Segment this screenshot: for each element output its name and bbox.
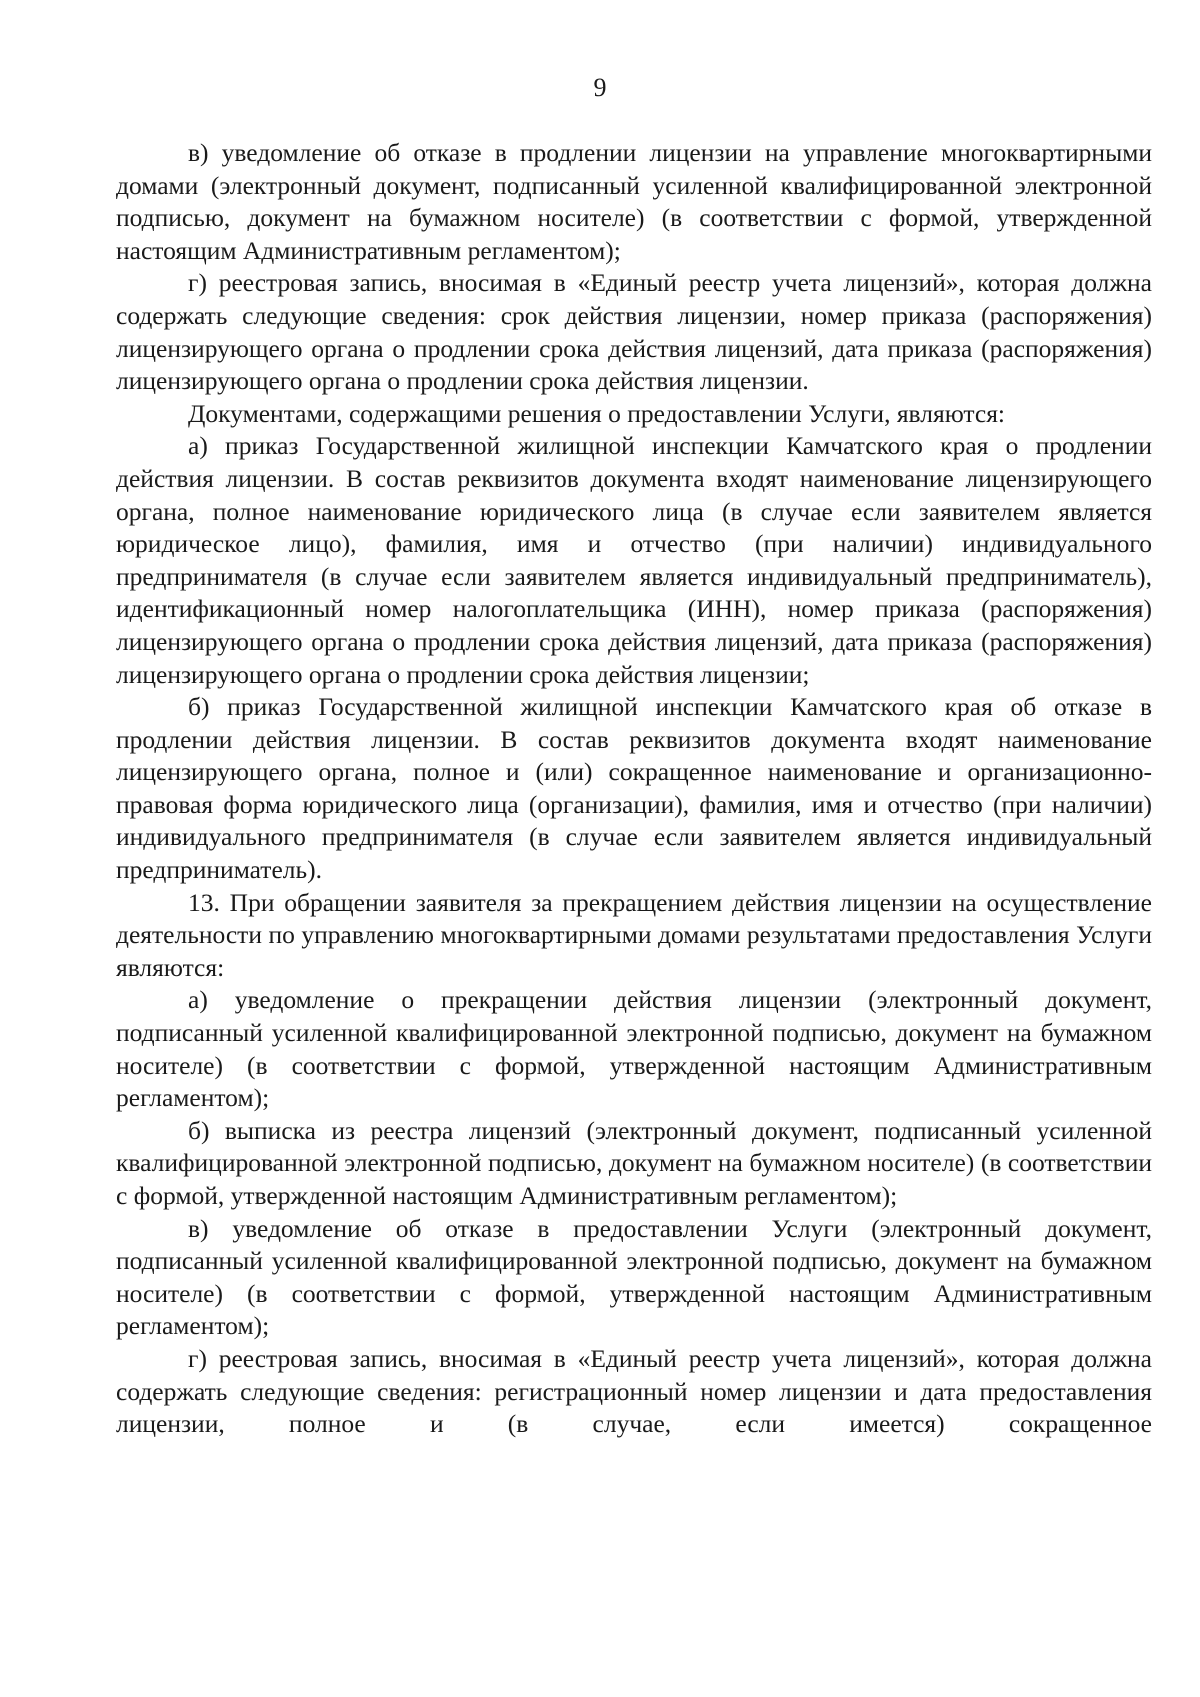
paragraph-g-registry-entry-termination: г) реестровая запись, вносимая в «Единый реестр учета лицензий», которая должна содержать следующие сведения: регистрационный номер лицензии и дата предоставления лицензии, полное и (в случае, если имеется) сокращенное (116, 1343, 1152, 1439)
page-number: 9 (593, 73, 607, 102)
paragraph-b-refusal-order: б) приказ Государственной жилищной инспекции Камчатского края об отказе в продлении действия лицензии. В состав реквизитов документа входят наименование лицензирующего органа, полное и (или) сокращенное наименование и организационно-правовая форма юридического лица (организации), фамилия, имя и отчество (при наличии) индивидуального предпринимателя (в случае если заявителем является индивидуальный предприниматель). (116, 692, 1152, 885)
paragraph-13-termination-results: 13. При обращении заявителя за прекращением действия лицензии на осуществление деятельности по управлению многоквартирными домами результатами предоставления Услуги являются: (116, 887, 1152, 982)
document-body (116, 137, 1152, 1441)
paragraph-a-termination-notice: а) уведомление о прекращении действия лицензии (электронный документ, подписанный усиленной квалифицированной электронной подписью, документ на бумажном носителе) (в соответствии с формой, утвержденной настоящим Административным регламентом); (116, 985, 1152, 1113)
paragraph-decision-documents: Документами, содержащими решения о предоставлении Услуги, являются: (188, 398, 1006, 428)
paragraph-v-refusal-notice: в) уведомление об отказе в продлении лицензии на управление многоквартирными домами (электронный документ, подписанный усиленной квалифицированной электронной подписью, документ на бумажном носителе) (в соответствии с формой, утвержденной настоящим Административным регламентом); (116, 138, 1152, 265)
paragraph-b-registry-extract: б) выписка из реестра лицензий (электронный документ, подписанный усиленной квалифицированной электронной подписью, документ на бумажном носителе) (в соответствии с формой, утвержденной настоящим Административным регламентом); (116, 1115, 1152, 1210)
paragraph-a-extension-order: а) приказ Государственной жилищной инспекции Камчатского края о продлении действия лицензии. В состав реквизитов документа входят наименование лицензирующего органа, полное наименование юридического лица (в случае если заявителем является юридическое лицо), фамилия, имя и отчество (при наличии) индивидуального предпринимателя (в случае если заявителем является индивидуальный предприниматель), идентификационный номер налогоплательщика (ИНН), номер приказа (распоряжения) лицензирующего органа о продлении срока действия лицензий, дата приказа (распоряжения) лицензирующего органа о продлении срока действия лицензии; (116, 431, 1152, 689)
paragraph-v-service-refusal-notice: в) уведомление об отказе в предоставлении Услуги (электронный документ, подписанный усиленной квалифицированной электронной подписью, документ на бумажном носителе) (в соответствии с формой, утвержденной настоящим Административным регламентом); (116, 1213, 1152, 1341)
paragraph-g-registry-entry: г) реестровая запись, вносимая в «Единый реестр учета лицензий», которая должна содержать следующие сведения: срок действия лицензии, номер приказа (распоряжения) лицензирующего органа о продлении срока действия лицензий, дата приказа (распоряжения) лицензирующего органа о продлении срока действия лицензии. (116, 268, 1152, 396)
